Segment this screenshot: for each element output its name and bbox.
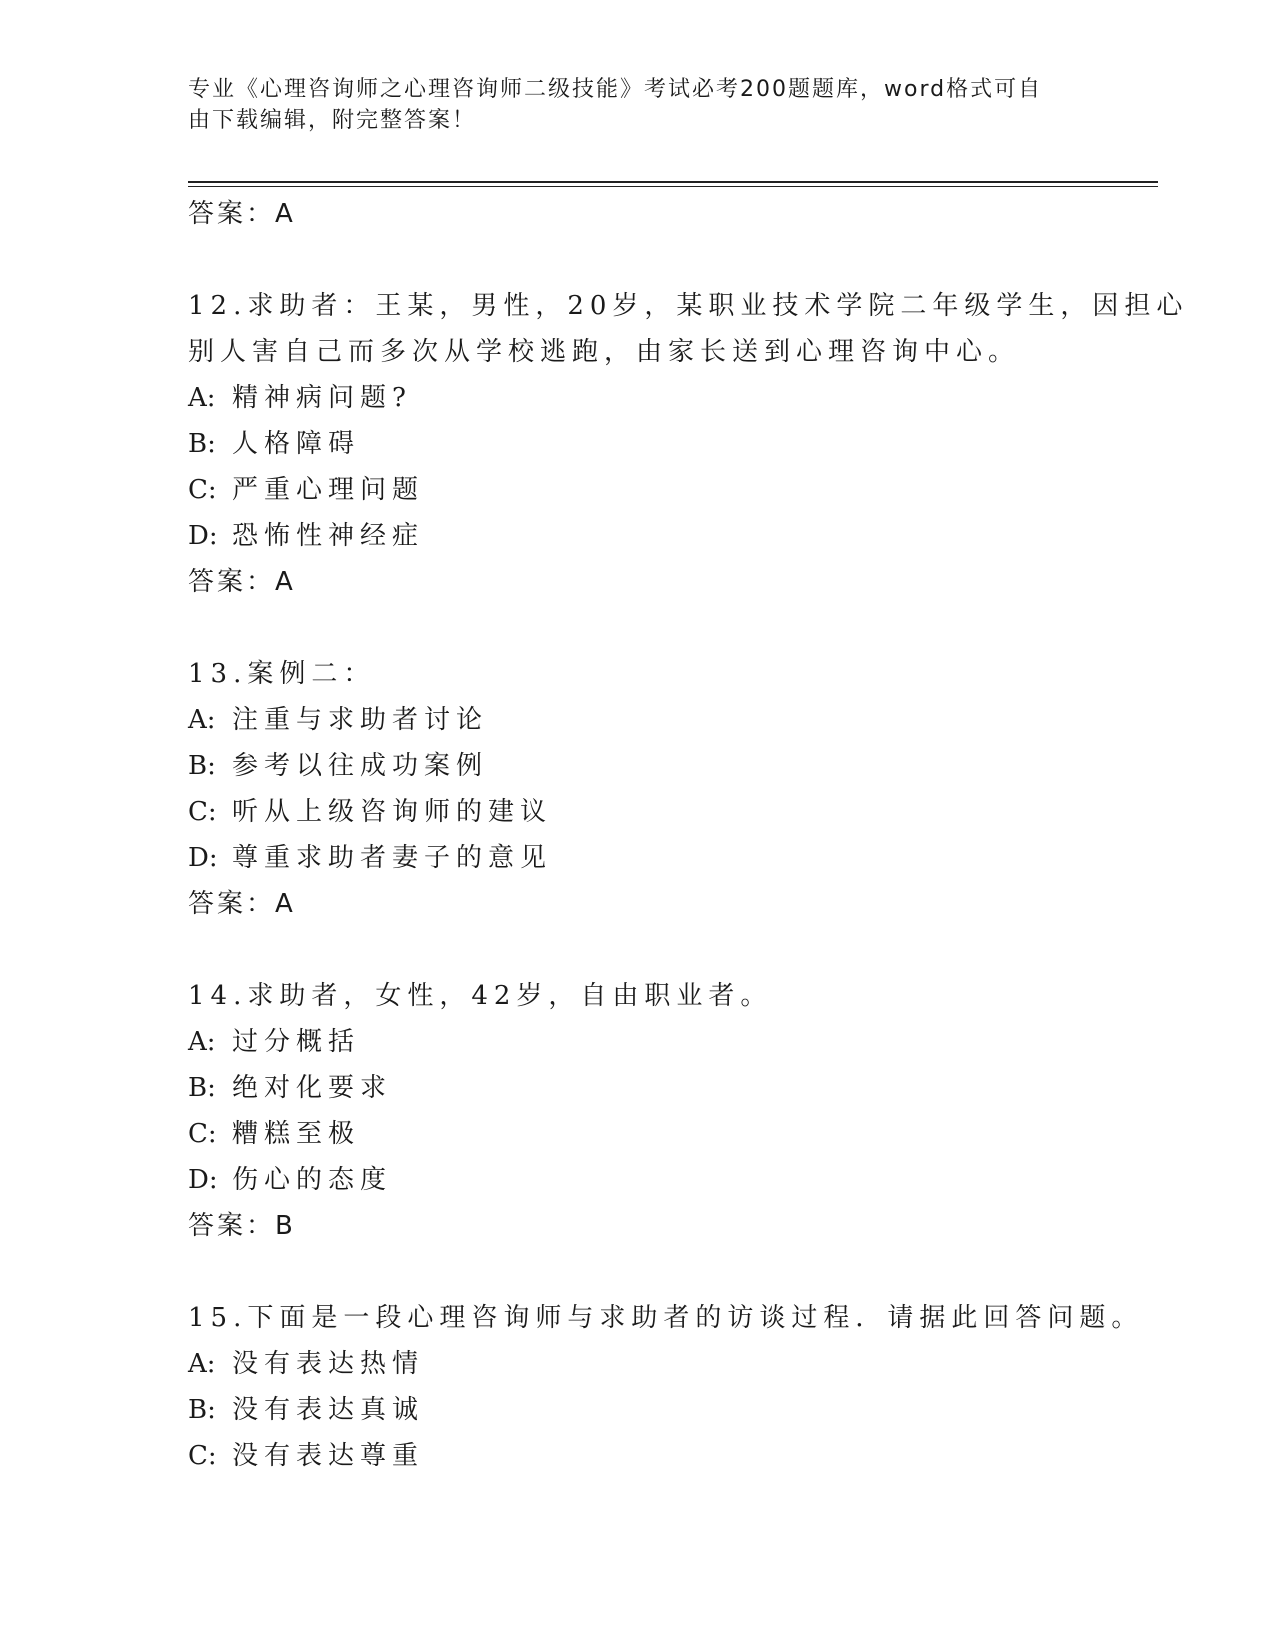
option-key: B:: [188, 751, 216, 781]
option-text: 人格障碍: [232, 429, 361, 459]
option-text: 精神病问题?: [232, 383, 412, 413]
option-key: C:: [188, 797, 217, 827]
option-text: 注重与求助者讨论: [232, 705, 489, 735]
option-key: C:: [188, 1441, 217, 1471]
option-text: 绝对化要求: [232, 1073, 393, 1103]
option-key: C:: [188, 475, 217, 505]
option-d: [188, 835, 1088, 881]
question-stem: 13.案例二：: [188, 659, 376, 689]
option-c: [188, 467, 1088, 513]
answer-line: 答案：A: [188, 889, 296, 919]
option-text: 过分概括: [232, 1027, 361, 1057]
header-line-2: 由下载编辑，附完整答案！: [188, 108, 477, 133]
option-text: 没有表达尊重: [232, 1441, 425, 1471]
option-b: [188, 1387, 1088, 1433]
option-text: 听从上级咨询师的建议: [232, 797, 553, 827]
question-13: [188, 651, 1088, 927]
option-text: 参考以往成功案例: [232, 751, 489, 781]
answer-line: 答案：A: [188, 567, 296, 597]
option-key: B:: [188, 429, 216, 459]
document-header: [188, 74, 1068, 136]
option-key: B:: [188, 1073, 216, 1103]
option-text: 恐怖性神经症: [232, 521, 425, 551]
question-stem: 14.求助者，女性，42岁，自由职业者。: [188, 981, 773, 1011]
question-list: [188, 191, 1189, 1479]
option-a: [188, 1341, 1088, 1387]
spacer: [188, 237, 1088, 283]
question-stem: 15.下面是一段心理咨询师与求助者的访谈过程．请据此回答问题。: [188, 1303, 1144, 1333]
option-key: D:: [188, 843, 218, 873]
option-b: [188, 421, 1088, 467]
option-key: C:: [188, 1119, 217, 1149]
question-12: [188, 283, 1189, 605]
option-key: D:: [188, 521, 218, 551]
option-key: D:: [188, 1165, 218, 1195]
header-divider-thin: [188, 186, 1158, 187]
option-key: A:: [188, 1027, 216, 1057]
option-key: A:: [188, 383, 216, 413]
option-text: 尊重求助者妻子的意见: [232, 843, 553, 873]
option-text: 糟糕至极: [232, 1119, 361, 1149]
option-text: 没有表达热情: [232, 1349, 425, 1379]
option-b: [188, 743, 1088, 789]
option-b: [188, 1065, 1088, 1111]
question-stem: 12.求助者：王某，男性，20岁，某职业技术学院二年级学生，因担心: [188, 291, 1189, 321]
question-14: [188, 973, 1088, 1249]
option-a: [188, 375, 1088, 421]
header-line-1: 专业《心理咨询师之心理咨询师二级技能》考试必考200题题库，word格式可自: [188, 77, 1043, 102]
spacer: [188, 605, 1088, 651]
option-key: B:: [188, 1395, 216, 1425]
option-a: [188, 697, 1088, 743]
question-15: [188, 1295, 1144, 1479]
option-c: [188, 1433, 1088, 1479]
header-divider-thick: [188, 181, 1158, 183]
option-text: 没有表达真诚: [232, 1395, 425, 1425]
option-d: [188, 1157, 1088, 1203]
option-a: [188, 1019, 1088, 1065]
option-text: 严重心理问题: [232, 475, 425, 505]
answer-line: 答案：B: [188, 1211, 296, 1241]
question-stem-continued: 别人害自己而多次从学校逃跑，由家长送到心理咨询中心。: [188, 337, 1021, 367]
spacer: [188, 927, 1088, 973]
option-d: [188, 513, 1088, 559]
option-key: A:: [188, 705, 216, 735]
previous-answer: 答案：A: [188, 199, 296, 229]
option-c: [188, 789, 1088, 835]
option-c: [188, 1111, 1088, 1157]
option-text: 伤心的态度: [232, 1165, 393, 1195]
spacer: [188, 1249, 1088, 1295]
option-key: A:: [188, 1349, 216, 1379]
